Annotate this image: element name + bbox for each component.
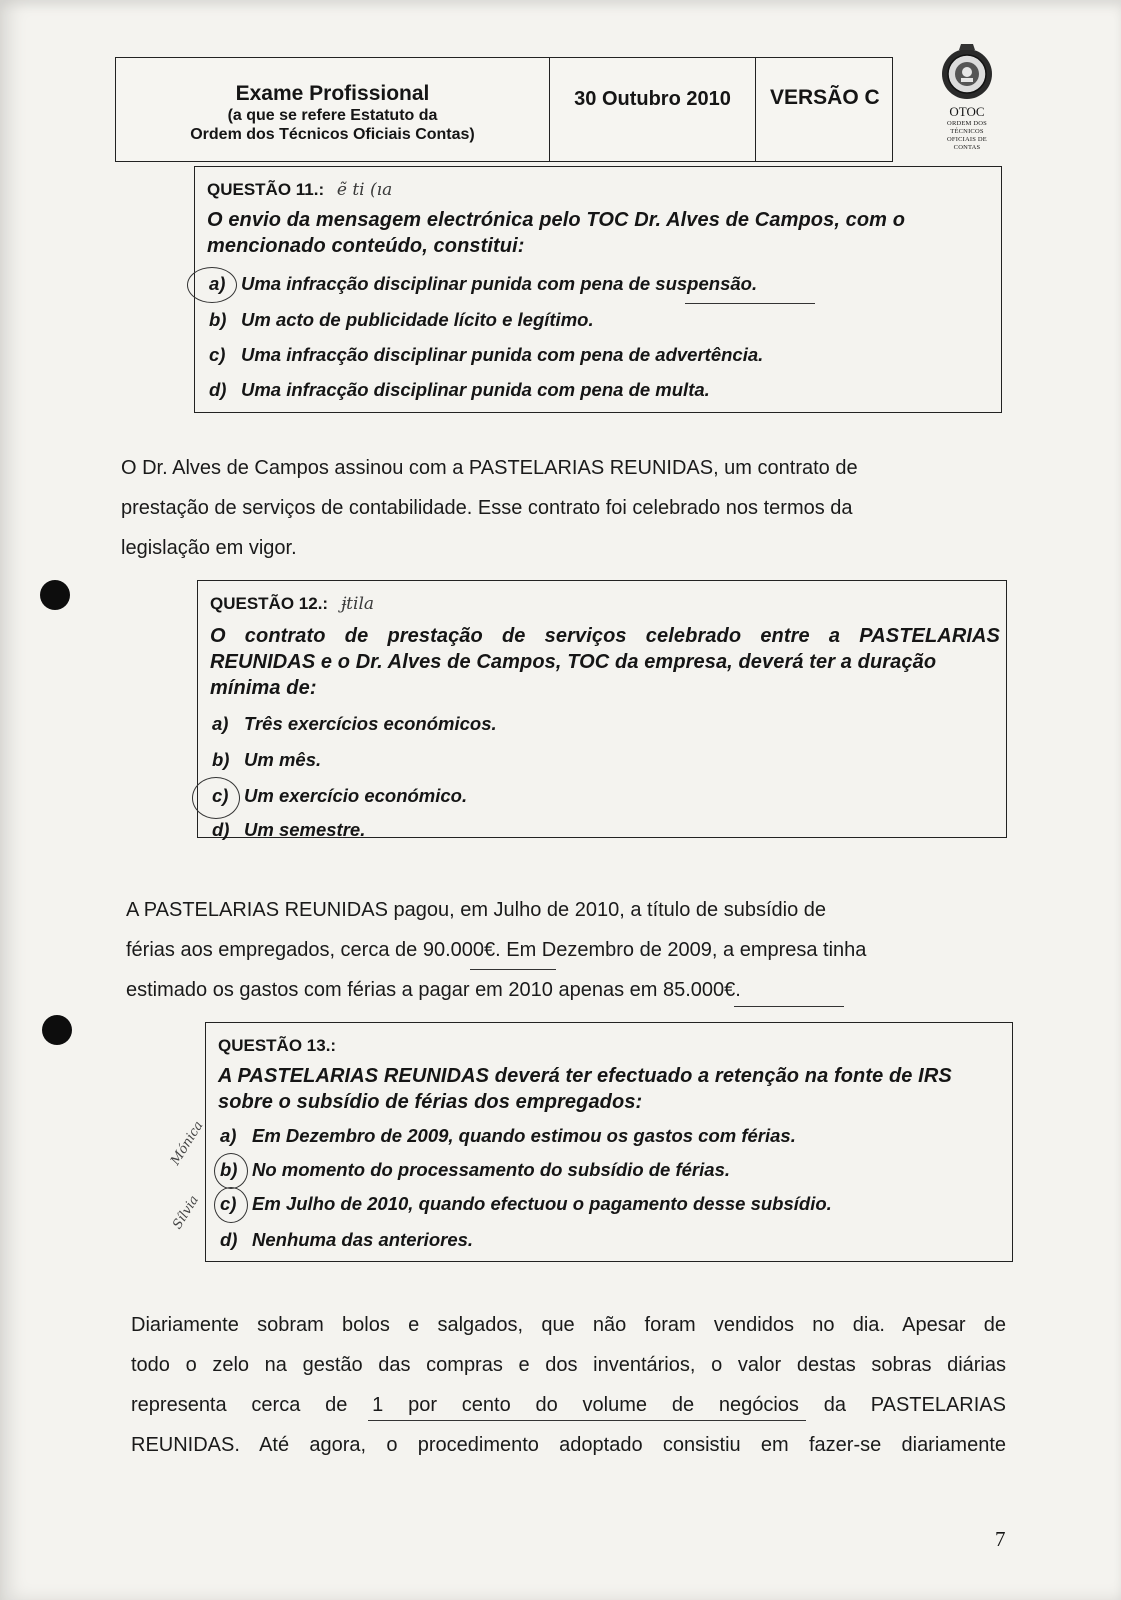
logo-name: OTOC [949,104,985,119]
question-12-heading [210,594,374,614]
question-13-box [205,1022,1013,1262]
q11-option-d[interactable]: d) Uma infracção disciplinar punida com pena de multa. [209,379,710,400]
punch-hole-1 [40,580,70,610]
q12-option-a[interactable]: a) Três exercícios económicos. [212,713,497,734]
q11-option-a[interactable]: a) Uma infracção disciplinar punida com pena de suspensão. [209,273,758,294]
q13-option-d[interactable]: d) Nenhuma das anteriores. [220,1229,474,1250]
q13-answer-circle-b [214,1153,248,1189]
para2-pen-underline-2 [734,1006,844,1007]
question-12-stem: O contrato de prestação de serviços celebrado entre a PASTELARIAS REUNIDAS e o Dr. Alves de Campos, TOC da empresa, deverá ter a duração mínima de: [210,625,1000,699]
question-11-stem: O envio da mensagem electrónica pelo TOC Dr. Alves de Campos, com o mencionado conteúdo, constitui: [207,209,906,257]
punch-hole-2 [42,1015,72,1045]
logo-sub-line1: ORDEM DOS TÉCNICOS [947,120,987,135]
exam-subtitle-line2: Ordem dos Técnicos Oficiais Contas) [190,126,475,143]
q12-option-b[interactable]: b) Um mês. [212,749,322,770]
para2-pen-underline-1 [470,969,556,970]
exam-date: 30 Outubro 2010 [550,58,756,161]
exam-title: Exame Profissional [235,82,430,105]
q13-margin-note-2: Sílvia [170,1193,203,1232]
question-13-heading [218,1036,336,1056]
question-12-handwritten-note: ɉtila [340,594,375,614]
exam-header-table [115,57,893,162]
q11-option-b[interactable]: b) Um acto de publicidade lícito e legítimo. [209,309,594,330]
exam-title-cell [116,58,550,161]
exam-subtitle-line1: (a que se refere Estatuto da [227,107,438,124]
page-number: 7 [995,1527,1006,1551]
paragraph-3: Diariamente sobram bolos e salgados, que não foram vendidos no dia. Apesar de todo o zelo na gestão das compras e dos inventários, o valor destas sobras diárias representa cerca de 1 por cento do volume de negócios da PASTELARIAS REUNIDAS. Até agora, o procedimento adoptado consistiu em fazer-se diariamente [131,1314,1006,1456]
q11-answer-circle [187,267,237,303]
question-11-box [194,166,1002,413]
otoc-logo [933,42,1001,152]
q13-margin-note-1: Mónica [168,1118,207,1168]
question-13-label: QUESTÃO 13.: [218,1036,337,1055]
q12-option-d[interactable]: d) Um semestre. [212,819,366,840]
q13-option-a[interactable]: a) Em Dezembro de 2009, quando estimou os gastos com férias. [220,1125,796,1146]
q12-option-c[interactable]: c) Um exercício económico. [212,785,468,806]
logo-sub-line2: OFICIAIS DE CONTAS [947,136,987,151]
otoc-seal-icon [940,42,994,102]
exam-version: VERSÃO C [770,86,880,109]
q13-answer-circle-c [214,1187,248,1223]
q13-option-b[interactable]: b) No momento do processamento do subsídio de férias. [220,1159,730,1180]
question-11-heading [207,180,392,200]
para3-pen-underline [368,1420,806,1421]
question-11-handwritten-note: ẽ ti (ıa [336,180,393,200]
q11-option-c[interactable]: c) Uma infracção disciplinar punida com pena de advertência. [209,344,764,365]
paragraph-2: A PASTELARIAS REUNIDAS pagou, em Julho de 2010, a título de subsídio de férias aos empregados, cerca de 90.000€. Em Dezembro de 2009, a empresa tinha estimado os gastos com férias a pagar em 2010 apenas em 85.000€. [126,899,867,1001]
question-12-box [197,580,1007,838]
q11-pen-underline [685,303,815,304]
question-13-stem: A PASTELARIAS REUNIDAS deverá ter efectuado a retenção na fonte de IRS sobre o subsídio de férias dos empregados: [218,1065,952,1113]
q12-answer-circle [192,777,240,819]
paragraph-1: O Dr. Alves de Campos assinou com a PASTELARIAS REUNIDAS, um contrato de prestação de serviços de contabilidade. Esse contrato foi celebrado nos termos da legislação em vigor. [121,457,858,559]
q13-option-c[interactable]: c) Em Julho de 2010, quando efectuou o pagamento desse subsídio. [220,1193,832,1214]
question-12-label: QUESTÃO 12.: [210,594,329,613]
question-11-label: QUESTÃO 11.: [207,180,325,199]
